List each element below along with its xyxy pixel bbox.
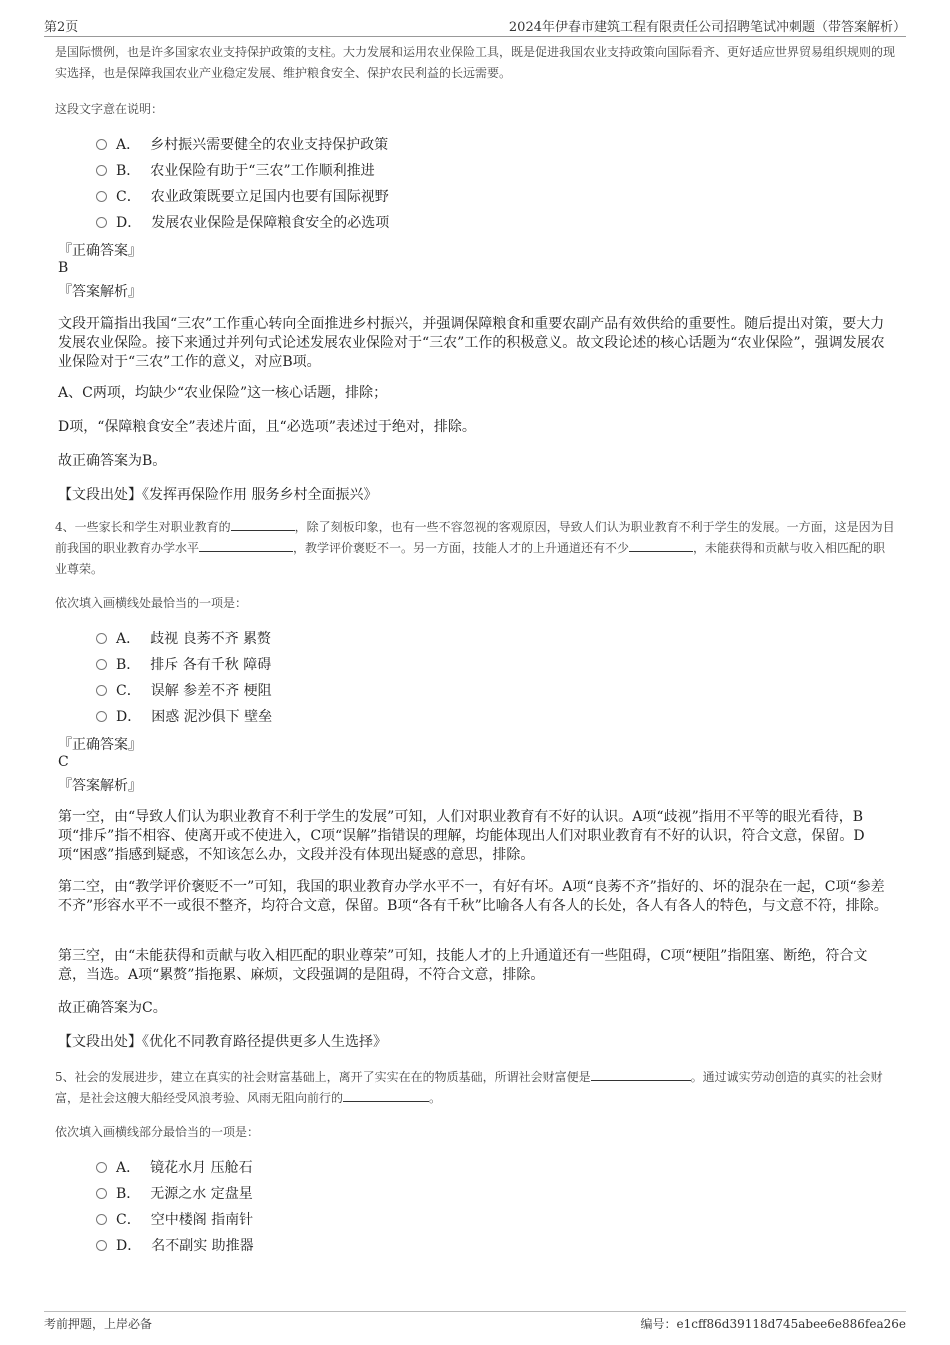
q3-option-b[interactable]: B． 农业保险有助于“三农”工作顺利推进 — [96, 160, 375, 182]
q3-answer-label: 『正确答案』 — [58, 243, 142, 259]
q5-option-c[interactable]: C． 空中楼阁 指南针 — [96, 1209, 253, 1231]
q3-source: 【文段出处】《发挥再保险作用 服务乡村全面振兴》 — [58, 487, 378, 503]
blank-1 — [231, 518, 295, 531]
q3-prompt: 这段文字意在说明： — [55, 102, 164, 116]
q3-passage: 是国际惯例，也是许多国家农业支持保护政策的支柱。大力发展和运用农业保险工具，既是促进我国农业支持政策向国际看齐、更好适应世界贸易组织规则的现实选择，也是保障我国农业产业稳定发展、维护粮食安全、保护农民利益的长远需要。 — [55, 45, 896, 80]
radio-icon[interactable] — [96, 633, 107, 644]
radio-icon[interactable] — [96, 217, 107, 228]
q4-analysis-3: 第三空，由“未能获得和贡献与收入相匹配的职业尊荣”可知，技能人才的上升通道还有一些阻碍，C项“梗阻”指阻塞、断绝，符合文意，当选。A项“累赘”指拖累、麻烦，文段强调的是阻碍，不符合文意，排除。 — [58, 948, 868, 983]
footer-slogan: 考前押题，上岸必备 — [44, 1317, 153, 1331]
page-number: 第2页 — [44, 20, 79, 35]
q4-option-b[interactable]: B． 排斥 各有千秋 障碍 — [96, 654, 271, 676]
radio-icon[interactable] — [96, 685, 107, 696]
radio-icon[interactable] — [96, 165, 107, 176]
q3-analysis-1: 文段开篇指出我国“三农”工作重心转向全面推进乡村振兴，并强调保障粮食和重要农副产品有效供给的重要性。随后提出对策，要大力发展农业保险。接下来通过并列句式论述发展农业保险对于“三农”工作的积极意义。故文段论述的核心话题为“农业保险”，强调发展农业保险对于“三农”工作的意义，对应B项。 — [58, 316, 885, 370]
q5-stem: 5、社会的发展进步，建立在真实的社会财富基础上，离开了实实在在的物质基础，所谓社会财富便是 。通过诚实劳动创造的真实的社会财富，是社会这艘大船经受风浪考验、风雨无阻向前行的 。 — [55, 1070, 883, 1105]
q4-option-d[interactable]: D． 困惑 泥沙俱下 壁垒 — [96, 706, 272, 728]
blank-1 — [591, 1068, 691, 1081]
page-footer — [44, 1311, 906, 1336]
blank-2 — [343, 1089, 429, 1102]
q4-stem: 4、一些家长和学生对职业教育的 ，除了刻板印象，也有一些不容忽视的客观原因，导致人们认为职业教育不利于学生的发展。一方面，这是因为目前我国的职业教育办学水平 ，教学评价褒贬不一。另一方面，技能人才的上升通道还有不少 ，未能获得和贡献与收入相匹配的职业尊荣。 — [55, 520, 895, 576]
q3-option-d[interactable]: D． 发展农业保险是保障粮食安全的必选项 — [96, 212, 389, 234]
q4-option-c[interactable]: C． 误解 参差不齐 梗阻 — [96, 680, 272, 702]
q3-option-a[interactable]: A． 乡村振兴需要健全的农业支持保护政策 — [96, 134, 388, 156]
blank-3 — [629, 539, 693, 552]
radio-icon[interactable] — [96, 659, 107, 670]
q4-analysis-1: 第一空，由“导致人们认为职业教育不利于学生的发展”可知，人们对职业教育有不好的认识。A项“歧视”指用不平等的眼光看待，B项“排斥”指不相容、使离开或不使进入，C项“误解”指错误的理解，均能体现出人们对职业教育有不好的认识，符合文意，保留。D项“困惑”指感到疑惑，不知该怎么办，文段并没有体现出疑惑的意思，排除。 — [58, 809, 865, 863]
q4-answer-label: 『正确答案』 — [58, 737, 142, 753]
q4-answer: C — [58, 754, 69, 770]
q3-analysis-2: A、C两项，均缺少“农业保险”这一核心话题，排除； — [58, 385, 388, 401]
radio-icon[interactable] — [96, 1240, 107, 1251]
q5-option-d[interactable]: D． 名不副实 助推器 — [96, 1235, 254, 1257]
document-title: 2024年伊春市建筑工程有限责任公司招聘笔试冲刺题（带答案解析） — [508, 20, 906, 35]
q4-analysis-label: 『答案解析』 — [58, 778, 142, 794]
q4-prompt: 依次填入画横线处最恰当的一项是： — [55, 596, 248, 610]
radio-icon[interactable] — [96, 139, 107, 150]
radio-icon[interactable] — [96, 1214, 107, 1225]
q4-source: 【文段出处】《优化不同教育路径提供更多人生选择》 — [58, 1034, 387, 1050]
q4-analysis-2: 第二空，由“教学评价褒贬不一”可知，我国的职业教育办学水平不一，有好有坏。A项“良莠不齐”指好的、坏的混杂在一起，C项“参差不齐”形容水平不一或很不整齐，均符合文意，保留。B项“各有千秋”比喻各人有各人的长处，各人有各人的特色，与文意不符，排除。 — [58, 879, 888, 914]
q3-answer: B — [58, 260, 69, 276]
document-id: 编号：e1cff86d39118d745abee6e886fea26e — [640, 1317, 906, 1331]
q4-analysis-4: 故正确答案为C。 — [58, 1000, 167, 1016]
q3-option-c[interactable]: C． 农业政策既要立足国内也要有国际视野 — [96, 186, 389, 208]
radio-icon[interactable] — [96, 711, 107, 722]
blank-2 — [199, 539, 293, 552]
page-header — [44, 14, 906, 37]
q3-analysis-4: 故正确答案为B。 — [58, 453, 167, 469]
q3-analysis-label: 『答案解析』 — [58, 284, 142, 300]
radio-icon[interactable] — [96, 191, 107, 202]
q5-prompt: 依次填入画横线部分最恰当的一项是： — [55, 1125, 260, 1139]
q5-option-b[interactable]: B． 无源之水 定盘星 — [96, 1183, 253, 1205]
q3-analysis-3: D项，“保障粮食安全”表述片面，且“必选项”表述过于绝对，排除。 — [58, 419, 476, 435]
q5-option-a[interactable]: A． 镜花水月 压舱石 — [96, 1157, 253, 1179]
radio-icon[interactable] — [96, 1162, 107, 1173]
radio-icon[interactable] — [96, 1188, 107, 1199]
q4-option-a[interactable]: A． 歧视 良莠不齐 累赘 — [96, 628, 271, 650]
